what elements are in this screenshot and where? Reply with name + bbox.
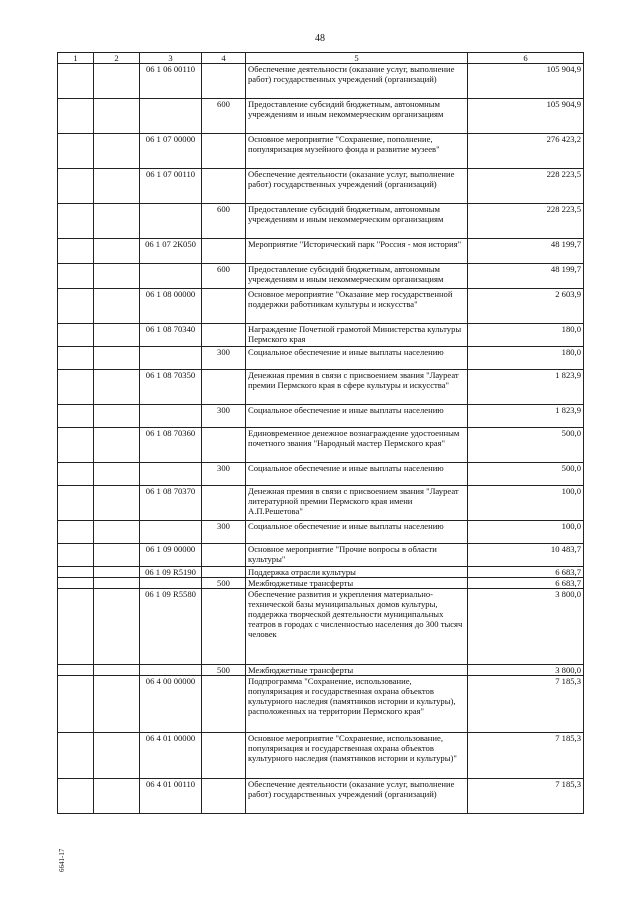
cell-name: Социальное обеспечение и иные выплаты населению bbox=[246, 347, 468, 370]
cell-target-code: 06 1 09 R5580 bbox=[140, 589, 202, 665]
cell-expense-type: 600 bbox=[202, 99, 246, 134]
cell-name: Предоставление субсидий бюджетным, автономным учреждениям и иным некоммерческим организациям bbox=[246, 99, 468, 134]
cell-target-code bbox=[140, 665, 202, 676]
cell-col1 bbox=[58, 134, 94, 169]
cell-target-code: 06 1 08 70350 bbox=[140, 370, 202, 405]
cell-target-code bbox=[140, 347, 202, 370]
header-row bbox=[58, 53, 584, 64]
cell-amount: 10 483,7 bbox=[468, 544, 584, 567]
cell-col2 bbox=[94, 347, 140, 370]
cell-target-code: 06 4 01 00000 bbox=[140, 733, 202, 779]
column-header: 2 bbox=[94, 53, 140, 64]
cell-target-code bbox=[140, 405, 202, 428]
column-header: 3 bbox=[140, 53, 202, 64]
cell-name: Обеспечение деятельности (оказание услуг, выполнение работ) государственных учреждений (организаций) bbox=[246, 779, 468, 814]
cell-col2 bbox=[94, 134, 140, 169]
cell-col2 bbox=[94, 486, 140, 521]
cell-amount: 105 904,9 bbox=[468, 99, 584, 134]
cell-col2 bbox=[94, 578, 140, 589]
cell-amount: 7 185,3 bbox=[468, 779, 584, 814]
cell-col2 bbox=[94, 589, 140, 665]
cell-name: Предоставление субсидий бюджетным, автономным учреждениям и иным некоммерческим организациям bbox=[246, 264, 468, 289]
cell-col1 bbox=[58, 567, 94, 578]
cell-expense-type bbox=[202, 324, 246, 347]
cell-col2 bbox=[94, 99, 140, 134]
table-row bbox=[58, 567, 584, 578]
table-row bbox=[58, 428, 584, 463]
table-row bbox=[58, 347, 584, 370]
cell-col1 bbox=[58, 733, 94, 779]
cell-amount: 1 823,9 bbox=[468, 405, 584, 428]
cell-target-code bbox=[140, 463, 202, 486]
table-row bbox=[58, 544, 584, 567]
cell-col1 bbox=[58, 779, 94, 814]
cell-amount: 1 823,9 bbox=[468, 370, 584, 405]
cell-col1 bbox=[58, 521, 94, 544]
cell-expense-type bbox=[202, 64, 246, 99]
cell-amount: 7 185,3 bbox=[468, 676, 584, 733]
cell-target-code: 06 1 09 00000 bbox=[140, 544, 202, 567]
table-row bbox=[58, 264, 584, 289]
cell-amount: 48 199,7 bbox=[468, 239, 584, 264]
cell-name: Мероприятие "Исторический парк "Россия - моя история" bbox=[246, 239, 468, 264]
cell-col2 bbox=[94, 544, 140, 567]
cell-target-code bbox=[140, 521, 202, 544]
cell-name: Основное мероприятие "Сохранение, пополнение, популяризация музейного фонда и развитие музеев" bbox=[246, 134, 468, 169]
cell-expense-type: 300 bbox=[202, 405, 246, 428]
cell-target-code: 06 1 08 70360 bbox=[140, 428, 202, 463]
cell-name: Основное мероприятие "Сохранение, использование, популяризация и государственная охрана объектов культурного наследия (памятников истории и культуры)" bbox=[246, 733, 468, 779]
cell-expense-type bbox=[202, 239, 246, 264]
cell-col2 bbox=[94, 779, 140, 814]
cell-name: Социальное обеспечение и иные выплаты населению bbox=[246, 463, 468, 486]
cell-expense-type bbox=[202, 676, 246, 733]
cell-name: Обеспечение деятельности (оказание услуг, выполнение работ) государственных учреждений (организаций) bbox=[246, 64, 468, 99]
cell-name: Предоставление субсидий бюджетным, автономным учреждениям и иным некоммерческим организациям bbox=[246, 204, 468, 239]
cell-col2 bbox=[94, 428, 140, 463]
column-header: 1 bbox=[58, 53, 94, 64]
cell-amount: 180,0 bbox=[468, 324, 584, 347]
cell-target-code bbox=[140, 578, 202, 589]
cell-amount: 228 223,5 bbox=[468, 204, 584, 239]
table-row bbox=[58, 99, 584, 134]
cell-expense-type bbox=[202, 428, 246, 463]
cell-expense-type bbox=[202, 289, 246, 324]
page-number: 48 bbox=[315, 33, 325, 44]
cell-col1 bbox=[58, 578, 94, 589]
column-header: 5 bbox=[246, 53, 468, 64]
cell-expense-type: 500 bbox=[202, 578, 246, 589]
cell-expense-type: 500 bbox=[202, 665, 246, 676]
cell-col1 bbox=[58, 64, 94, 99]
cell-amount: 3 800,0 bbox=[468, 665, 584, 676]
column-header: 6 bbox=[468, 53, 584, 64]
cell-expense-type bbox=[202, 733, 246, 779]
cell-col1 bbox=[58, 204, 94, 239]
cell-amount: 105 904,9 bbox=[468, 64, 584, 99]
cell-col1 bbox=[58, 169, 94, 204]
cell-name: Денежная премия в связи с присвоением звания "Лауреат премии Пермского края в сфере культуры и искусства" bbox=[246, 370, 468, 405]
cell-col1 bbox=[58, 486, 94, 521]
cell-col2 bbox=[94, 64, 140, 99]
cell-expense-type: 600 bbox=[202, 264, 246, 289]
cell-col1 bbox=[58, 324, 94, 347]
cell-target-code: 06 1 09 R5190 bbox=[140, 567, 202, 578]
cell-target-code bbox=[140, 264, 202, 289]
cell-name: Основное мероприятие "Оказание мер государственной поддержки работникам культуры и искусства" bbox=[246, 289, 468, 324]
table-row bbox=[58, 169, 584, 204]
cell-expense-type: 300 bbox=[202, 347, 246, 370]
cell-col2 bbox=[94, 289, 140, 324]
cell-expense-type bbox=[202, 589, 246, 665]
cell-expense-type bbox=[202, 169, 246, 204]
cell-expense-type: 600 bbox=[202, 204, 246, 239]
cell-col1 bbox=[58, 463, 94, 486]
table-row bbox=[58, 589, 584, 665]
cell-col2 bbox=[94, 665, 140, 676]
cell-name: Денежная премия в связи с присвоением звания "Лауреат литературной премии Пермского края имени А.П.Решетова" bbox=[246, 486, 468, 521]
budget-table bbox=[57, 52, 584, 814]
table-row bbox=[58, 486, 584, 521]
cell-name: Межбюджетные трансферты bbox=[246, 578, 468, 589]
cell-col2 bbox=[94, 405, 140, 428]
cell-target-code bbox=[140, 99, 202, 134]
cell-amount: 3 800,0 bbox=[468, 589, 584, 665]
cell-col2 bbox=[94, 370, 140, 405]
cell-col2 bbox=[94, 463, 140, 486]
cell-name: Межбюджетные трансферты bbox=[246, 665, 468, 676]
table-row bbox=[58, 134, 584, 169]
table-row bbox=[58, 676, 584, 733]
cell-col1 bbox=[58, 665, 94, 676]
cell-expense-type bbox=[202, 486, 246, 521]
cell-col2 bbox=[94, 676, 140, 733]
cell-amount: 228 223,5 bbox=[468, 169, 584, 204]
table-row bbox=[58, 239, 584, 264]
table-row bbox=[58, 463, 584, 486]
cell-col1 bbox=[58, 428, 94, 463]
cell-target-code: 06 4 00 00000 bbox=[140, 676, 202, 733]
cell-name: Социальное обеспечение и иные выплаты населению bbox=[246, 405, 468, 428]
cell-amount: 500,0 bbox=[468, 463, 584, 486]
cell-col2 bbox=[94, 169, 140, 204]
cell-target-code: 06 1 08 70340 bbox=[140, 324, 202, 347]
cell-col2 bbox=[94, 239, 140, 264]
cell-amount: 100,0 bbox=[468, 486, 584, 521]
cell-col1 bbox=[58, 99, 94, 134]
cell-target-code: 06 1 07 00000 bbox=[140, 134, 202, 169]
cell-col1 bbox=[58, 264, 94, 289]
cell-expense-type bbox=[202, 779, 246, 814]
table-row bbox=[58, 64, 584, 99]
cell-col1 bbox=[58, 239, 94, 264]
cell-col2 bbox=[94, 264, 140, 289]
cell-col2 bbox=[94, 204, 140, 239]
cell-col1 bbox=[58, 676, 94, 733]
cell-expense-type: 300 bbox=[202, 521, 246, 544]
cell-name: Социальное обеспечение и иные выплаты населению bbox=[246, 521, 468, 544]
cell-amount: 7 185,3 bbox=[468, 733, 584, 779]
cell-col1 bbox=[58, 544, 94, 567]
cell-expense-type bbox=[202, 544, 246, 567]
cell-amount: 180,0 bbox=[468, 347, 584, 370]
cell-name: Подпрограмма "Сохранение, использование, популяризация и государственная охрана объектов культурного наследия (памятников истории и культуры), расположенных на территории Пермского края" bbox=[246, 676, 468, 733]
table-row bbox=[58, 405, 584, 428]
cell-target-code: 06 1 07 2К050 bbox=[140, 239, 202, 264]
cell-amount: 2 603,9 bbox=[468, 289, 584, 324]
cell-col1 bbox=[58, 347, 94, 370]
cell-target-code: 06 1 07 00110 bbox=[140, 169, 202, 204]
table-row bbox=[58, 733, 584, 779]
cell-col2 bbox=[94, 567, 140, 578]
cell-expense-type bbox=[202, 134, 246, 169]
column-header: 4 bbox=[202, 53, 246, 64]
footer-code: 6641-17 bbox=[58, 848, 66, 872]
cell-expense-type bbox=[202, 370, 246, 405]
cell-amount: 100,0 bbox=[468, 521, 584, 544]
cell-col1 bbox=[58, 589, 94, 665]
cell-name: Награждение Почетной грамотой Министерства культуры Пермского края bbox=[246, 324, 468, 347]
cell-amount: 6 683,7 bbox=[468, 578, 584, 589]
cell-target-code: 06 1 08 00000 bbox=[140, 289, 202, 324]
table-row bbox=[58, 324, 584, 347]
cell-col1 bbox=[58, 289, 94, 324]
table-row bbox=[58, 521, 584, 544]
cell-col1 bbox=[58, 370, 94, 405]
cell-expense-type: 300 bbox=[202, 463, 246, 486]
cell-expense-type bbox=[202, 567, 246, 578]
cell-name: Единовременное денежное вознаграждение удостоенным почетного звания "Народный мастер Пермского края" bbox=[246, 428, 468, 463]
table-row bbox=[58, 204, 584, 239]
cell-name: Поддержка отрасли культуры bbox=[246, 567, 468, 578]
cell-col2 bbox=[94, 324, 140, 347]
table-row bbox=[58, 779, 584, 814]
cell-amount: 48 199,7 bbox=[468, 264, 584, 289]
cell-col2 bbox=[94, 521, 140, 544]
cell-col2 bbox=[94, 733, 140, 779]
table-row bbox=[58, 578, 584, 589]
cell-target-code bbox=[140, 204, 202, 239]
cell-name: Основное мероприятие "Прочие вопросы в области культуры" bbox=[246, 544, 468, 567]
cell-amount: 276 423,2 bbox=[468, 134, 584, 169]
cell-name: Обеспечение развития и укрепления материально-технической базы муниципальных домов культуры, поддержка творческой деятельности муниципальных театров в городах с численностью населения до 300 тысяч человек bbox=[246, 589, 468, 665]
cell-amount: 6 683,7 bbox=[468, 567, 584, 578]
cell-name: Обеспечение деятельности (оказание услуг, выполнение работ) государственных учреждений (организаций) bbox=[246, 169, 468, 204]
cell-target-code: 06 1 08 70370 bbox=[140, 486, 202, 521]
table-row bbox=[58, 370, 584, 405]
table-row bbox=[58, 665, 584, 676]
cell-target-code: 06 4 01 00110 bbox=[140, 779, 202, 814]
cell-target-code: 06 1 06 00110 bbox=[140, 64, 202, 99]
table-row bbox=[58, 289, 584, 324]
cell-amount: 500,0 bbox=[468, 428, 584, 463]
cell-col1 bbox=[58, 405, 94, 428]
